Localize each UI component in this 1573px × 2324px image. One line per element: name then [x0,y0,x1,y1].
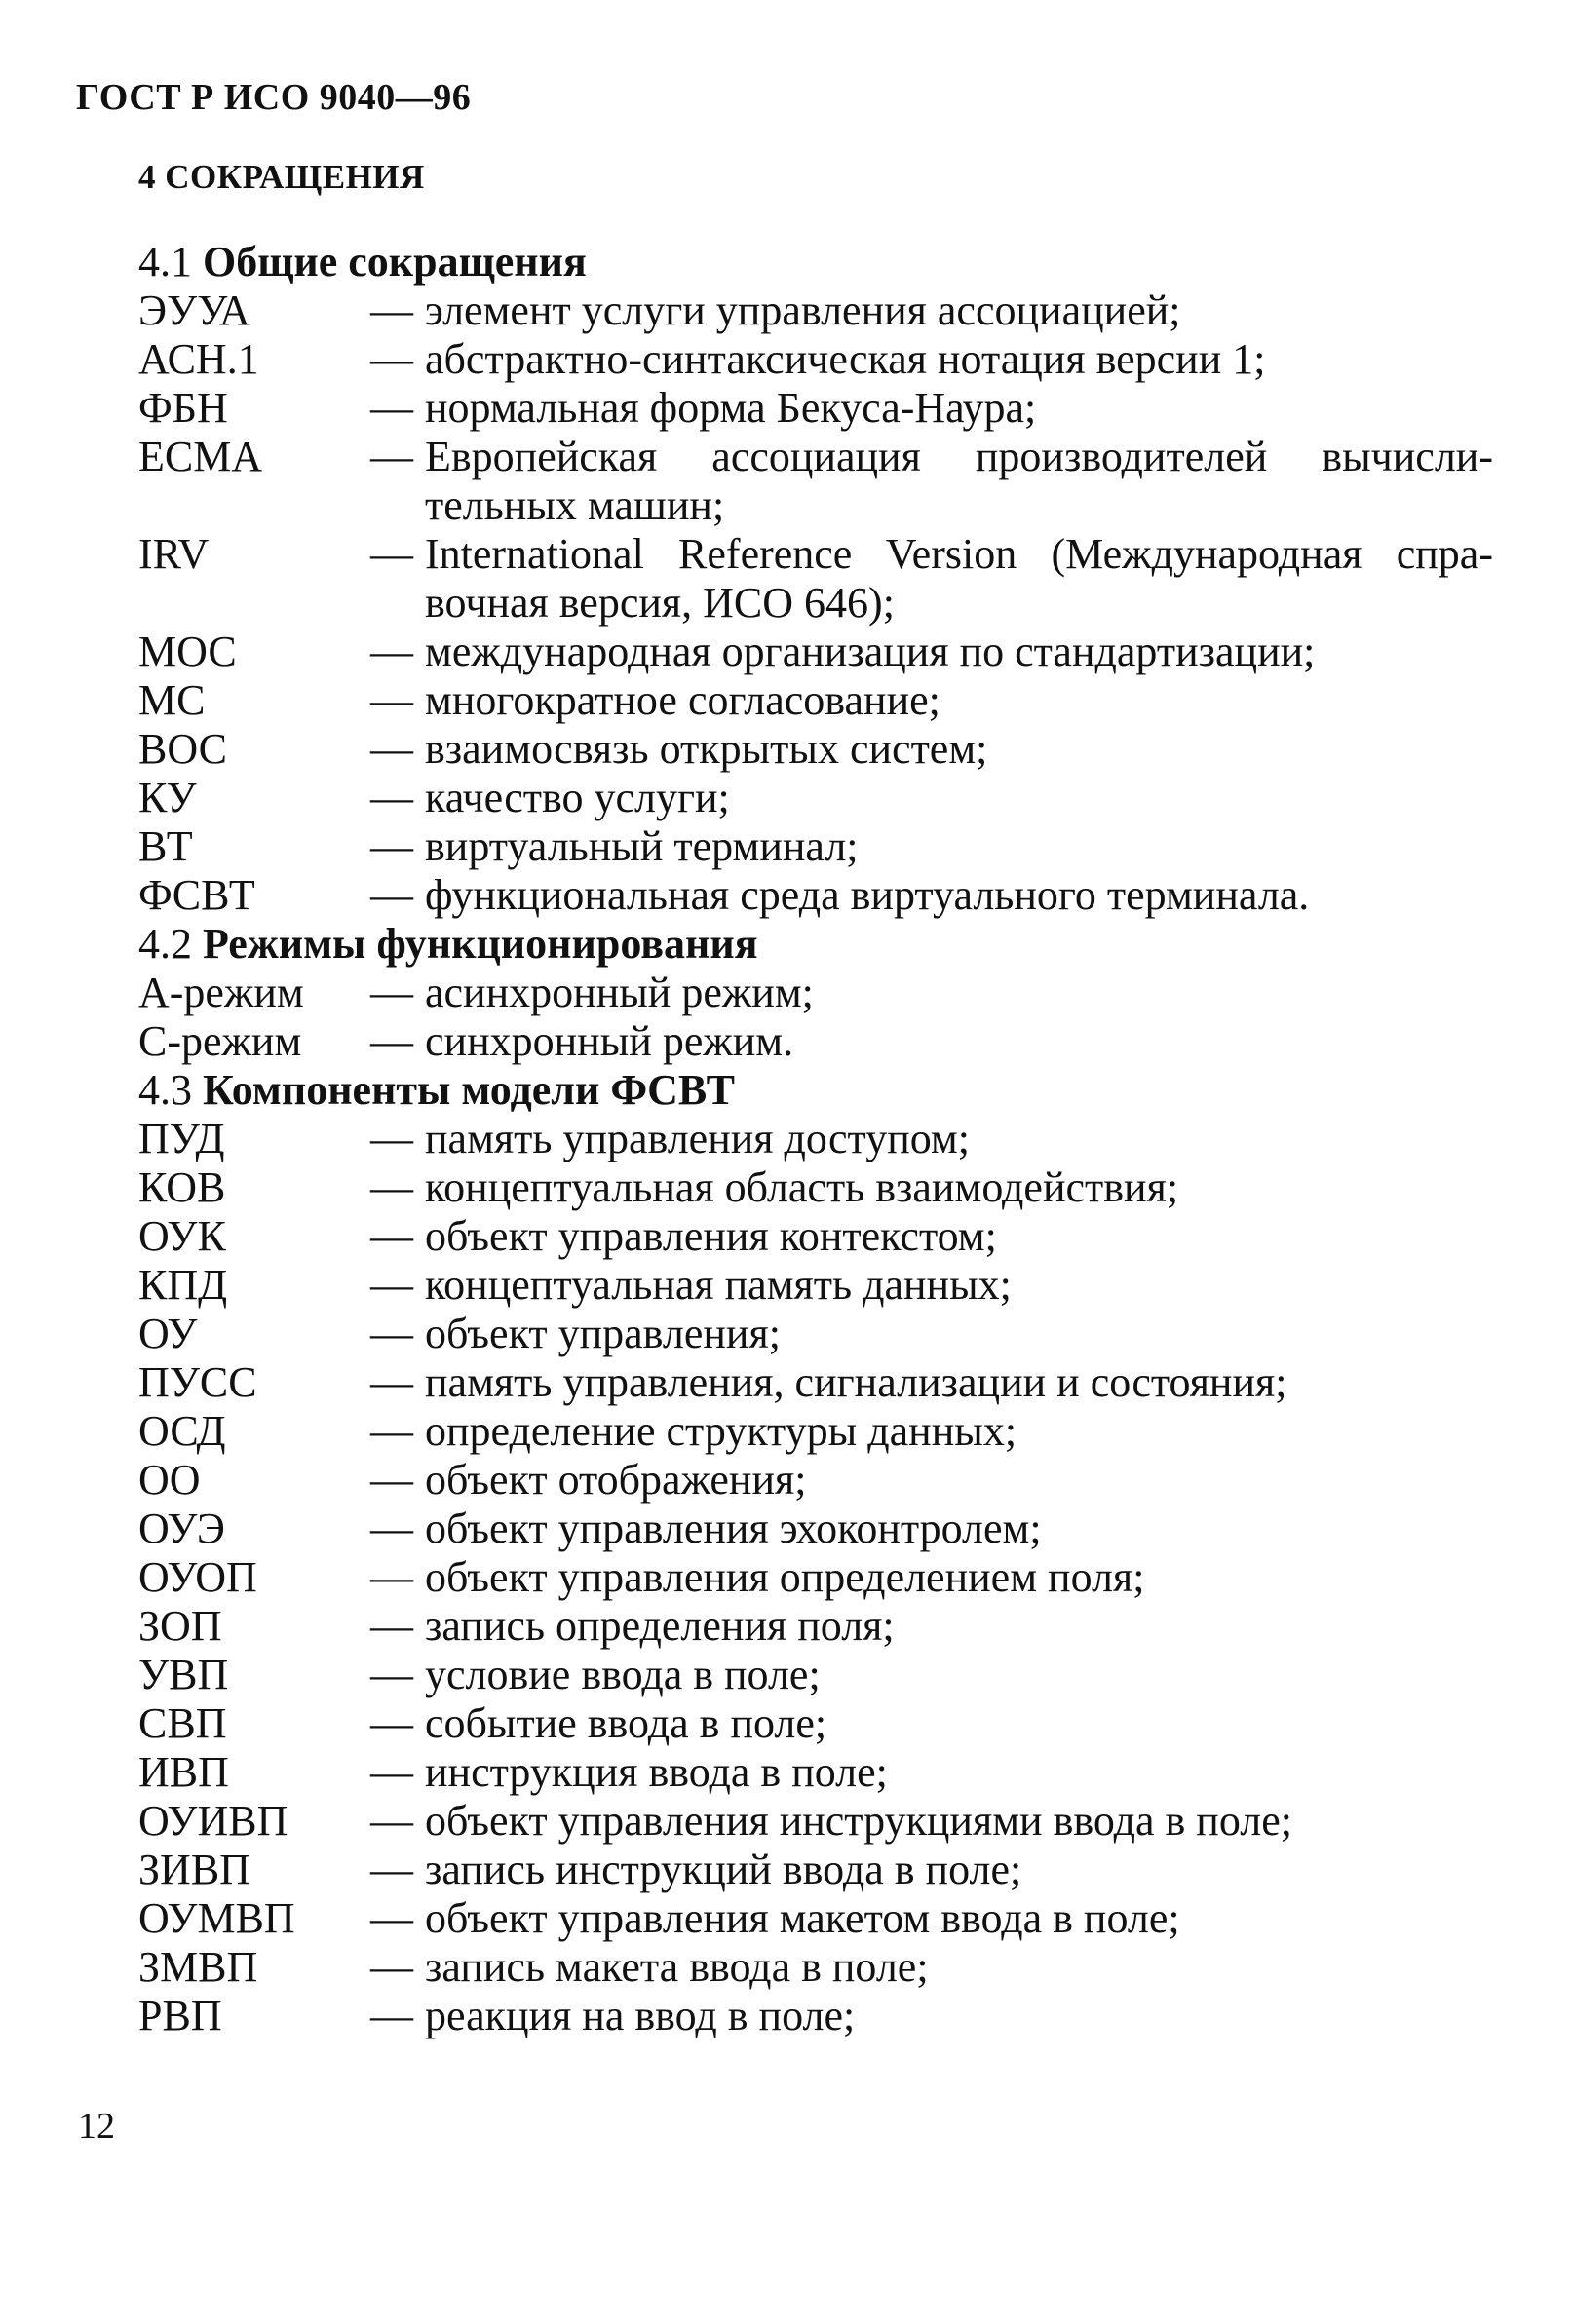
abbreviation-term: АСН.1 [138,335,259,383]
document-header: ГОСТ Р ИСО 9040—96 [76,77,472,118]
abbreviations-content [138,238,1493,2040]
abbreviation-definition: международная организация по стандартизации; [425,628,1316,675]
em-dash: — [370,1456,413,1504]
abbreviation-entry [138,871,1493,920]
section-heading: 4 СОКРАЩЕНИЯ [138,158,425,196]
abbreviation-term: ОУОП [138,1553,257,1601]
abbreviation-entry [138,1310,1493,1358]
abbreviation-entry [138,384,1493,433]
abbreviation-entry [138,822,1493,871]
abbreviation-entry [138,1699,1493,1748]
abbreviation-term: ОУИВП [138,1797,288,1845]
abbreviation-definition: определение структуры данных; [425,1407,1017,1455]
em-dash: — [370,1602,413,1650]
abbreviation-definition: виртуальный терминал; [425,822,859,870]
abbreviation-entry [138,1748,1493,1797]
abbreviation-term: ИВП [138,1748,229,1796]
em-dash: — [370,1505,413,1552]
abbreviation-entry [138,1894,1493,1943]
abbreviation-entry [138,676,1493,725]
em-dash: — [370,1748,413,1796]
abbreviation-definition: элемент услуги управления ассоциацией; [425,286,1181,334]
abbreviation-definition: память управления доступом; [425,1115,970,1162]
abbreviation-term: ЗМВП [138,1943,258,1991]
em-dash: — [370,774,413,821]
em-dash: — [370,822,413,870]
abbreviation-entry [138,1846,1493,1894]
abbreviation-definition: условие ввода в поле; [425,1651,821,1698]
abbreviation-definition: реакция на ввод в поле; [425,1992,856,2039]
abbreviation-definition: объект управления макетом ввода в поле; [425,1894,1180,1942]
subsection-title [138,238,1493,286]
em-dash: — [370,1017,413,1065]
abbreviation-definition: объект управления определением поля; [425,1553,1145,1601]
abbreviation-definition: синхронный режим. [425,1017,794,1065]
abbreviation-term: ПУСС [138,1358,257,1406]
subsection-heading-text: Компоненты модели ФСВТ [203,1066,736,1114]
abbreviation-entry [138,1017,1493,1066]
abbreviation-entry [138,1602,1493,1651]
abbreviation-definition: запись макета ввода в поле; [425,1943,929,1991]
em-dash: — [370,628,413,675]
em-dash: — [370,1553,413,1601]
em-dash: — [370,1115,413,1162]
em-dash: — [370,286,413,334]
subsection-title [138,1066,1493,1115]
abbreviation-term: ВОС [138,725,228,773]
abbreviation-term: ОУЭ [138,1505,225,1552]
abbreviation-definition: память управления, сигнализации и состояния; [425,1358,1287,1406]
abbreviation-term: МОС [138,628,237,675]
abbreviation-term: МС [138,676,206,724]
abbreviation-definition: Европейская ассоциация производителей вычисли-тельных машин; [425,433,1493,529]
abbreviation-term: СВП [138,1699,227,1747]
abbreviation-term: ФБН [138,384,228,432]
abbreviation-definition: объект управления инструкциями ввода в поле; [425,1797,1292,1845]
abbreviation-term: С-режим [138,1017,302,1065]
abbreviation-term: ОУМВП [138,1894,295,1942]
abbreviation-entry [138,1163,1493,1212]
abbreviation-definition: асинхронный режим; [425,969,814,1016]
em-dash: — [370,1894,413,1942]
em-dash: — [370,1943,413,1991]
em-dash: — [370,1407,413,1455]
abbreviation-definition: объект управления; [425,1310,781,1357]
abbreviation-entry [138,1797,1493,1846]
em-dash: — [370,1699,413,1747]
abbreviation-entry [138,530,1493,628]
abbreviation-definition: нормальная форма Бекуса-Наура; [425,384,1037,432]
abbreviation-definition: концептуальная память данных; [425,1261,1012,1309]
em-dash: — [370,871,413,919]
subsection-number: 4.3 [138,1066,192,1114]
abbreviation-definition: объект управления эхоконтролем; [425,1505,1042,1552]
em-dash: — [370,530,413,578]
em-dash: — [370,1358,413,1406]
abbreviation-definition: запись инструкций ввода в поле; [425,1846,1022,1893]
abbreviation-term: ЗОП [138,1602,222,1650]
abbreviation-entry [138,1505,1493,1553]
em-dash: — [370,384,413,432]
abbreviation-term: ЭУУА [138,286,250,334]
em-dash: — [370,1797,413,1845]
abbreviation-entry [138,1651,1493,1699]
abbreviation-entry [138,1943,1493,1992]
abbreviation-definition: качество услуги; [425,774,730,821]
abbreviation-term: ОУ [138,1310,198,1357]
abbreviation-entry [138,286,1493,335]
em-dash: — [370,1310,413,1357]
abbreviation-entry [138,969,1493,1017]
abbreviation-term: ЗИВП [138,1846,250,1893]
page-number: 12 [78,2106,115,2147]
em-dash: — [370,335,413,383]
abbreviation-entry [138,725,1493,774]
abbreviation-definition: объект отображения; [425,1456,807,1504]
abbreviation-entry [138,774,1493,822]
abbreviation-definition: концептуальная область взаимодействия; [425,1163,1179,1211]
abbreviation-term: ФСВТ [138,871,255,919]
abbreviation-definition: многократное согласование; [425,676,940,724]
abbreviation-definition: функциональная среда виртуального терминала. [425,871,1310,919]
em-dash: — [370,1212,413,1260]
em-dash: — [370,676,413,724]
abbreviation-term: УВП [138,1651,229,1698]
abbreviation-definition: событие ввода в поле; [425,1699,827,1747]
abbreviation-definition: запись определения поля; [425,1602,895,1650]
abbreviation-term: КУ [138,774,197,821]
abbreviation-entry [138,1261,1493,1310]
abbreviation-term: ЕСМА [138,433,263,480]
abbreviation-term: ОУК [138,1212,226,1260]
abbreviation-term: ПУД [138,1115,225,1162]
abbreviation-term: ОО [138,1456,201,1504]
subsection-heading-text: Режимы функционирования [203,920,758,968]
abbreviation-entry [138,1553,1493,1602]
subsection-number: 4.1 [138,238,192,286]
abbreviation-definition: взаимосвязь открытых систем; [425,725,988,773]
abbreviation-definition: абстрактно-синтаксическая нотация версии 1; [425,335,1266,383]
em-dash: — [370,725,413,773]
abbreviation-entry [138,1358,1493,1407]
em-dash: — [370,1651,413,1698]
abbreviation-definition: инструкция ввода в поле; [425,1748,888,1796]
abbreviation-term: А-режим [138,969,304,1016]
abbreviation-term: РВП [138,1992,222,2039]
abbreviation-entry [138,1115,1493,1163]
subsection-number: 4.2 [138,920,192,968]
em-dash: — [370,1163,413,1211]
em-dash: — [370,969,413,1016]
abbreviation-term: КПД [138,1261,228,1309]
abbreviation-entry [138,1407,1493,1456]
em-dash: — [370,1846,413,1893]
subsection-title [138,920,1493,969]
abbreviation-term: ВТ [138,822,193,870]
abbreviation-entry [138,1992,1493,2040]
subsection-heading-text: Общие сокращения [203,238,587,286]
abbreviation-entry [138,628,1493,676]
abbreviation-definition: объект управления контекстом; [425,1212,997,1260]
abbreviation-entry [138,335,1493,384]
em-dash: — [370,1992,413,2039]
em-dash: — [370,1261,413,1309]
abbreviation-term: КОВ [138,1163,226,1211]
abbreviation-term: IRV [138,530,210,578]
abbreviation-entry [138,1212,1493,1261]
abbreviation-definition: International Reference Version (Международная спра-вочная версия, ИСО 646); [425,530,1493,627]
abbreviation-entry [138,1456,1493,1505]
abbreviation-term: ОСД [138,1407,226,1455]
abbreviation-entry [138,433,1493,530]
em-dash: — [370,433,413,480]
